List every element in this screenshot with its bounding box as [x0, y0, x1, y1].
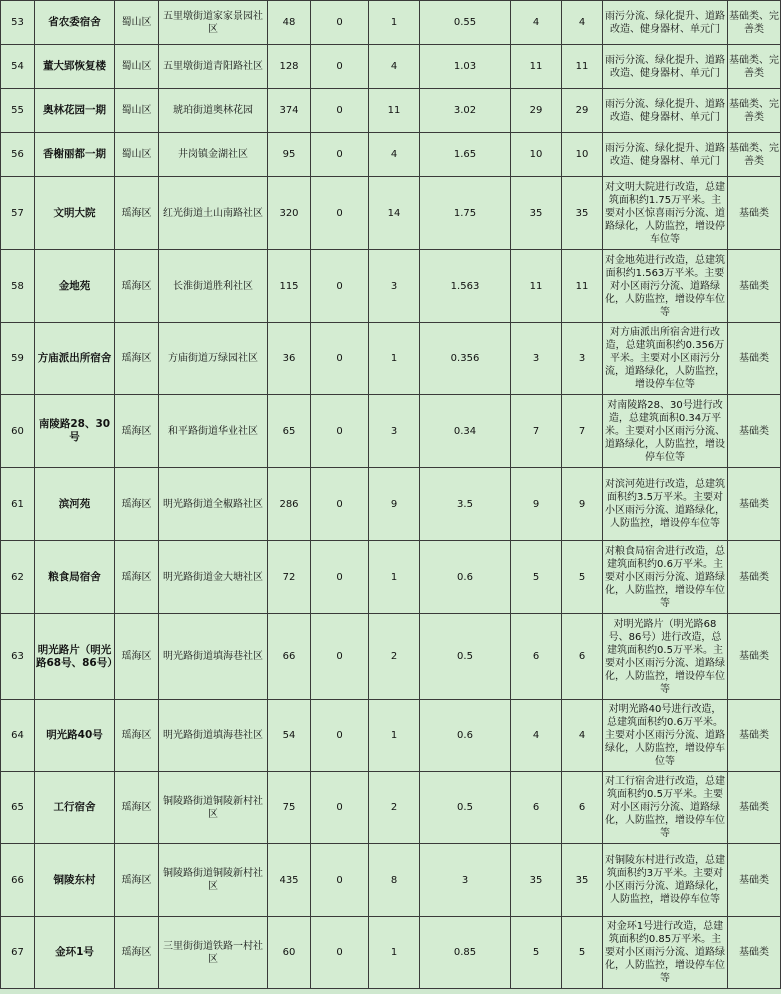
households-cell: 65: [268, 395, 311, 468]
table-row: [1, 177, 781, 250]
count-col-8-cell: 10: [511, 133, 562, 177]
building-area-cell: 0.6: [420, 541, 511, 614]
district-cell: 瑶海区: [115, 700, 159, 772]
row-number-cell: 64: [1, 700, 35, 772]
building-area-cell: 3: [420, 844, 511, 917]
count-col-9-cell: 7: [562, 395, 603, 468]
count-col-6-cell: 4: [369, 45, 420, 89]
count-col-9-cell: 35: [562, 844, 603, 917]
count-col-8-cell: 6: [511, 614, 562, 700]
row-number-cell: 61: [1, 468, 35, 541]
building-area-cell: 0.55: [420, 1, 511, 45]
building-area-cell: 0.34: [420, 395, 511, 468]
count-col-8-cell: 35: [511, 177, 562, 250]
table-row: [1, 395, 781, 468]
community-cell: 五里墩街道青阳路社区: [159, 45, 268, 89]
renovation-type-cell: 基础类: [728, 395, 781, 468]
building-area-cell: 0.85: [420, 917, 511, 989]
households-cell: 75: [268, 772, 311, 844]
count-col-5-cell: 0: [311, 89, 369, 133]
count-col-5-cell: 0: [311, 917, 369, 989]
row-number-cell: 54: [1, 45, 35, 89]
renovation-type-cell: 基础类: [728, 468, 781, 541]
renovation-type-cell: 基础类: [728, 177, 781, 250]
district-cell: 瑶海区: [115, 177, 159, 250]
households-cell: 115: [268, 250, 311, 323]
row-number-cell: 55: [1, 89, 35, 133]
count-col-6-cell: 8: [369, 844, 420, 917]
project-name-cell: 南陵路28、30号: [35, 395, 115, 468]
households-cell: 435: [268, 844, 311, 917]
count-col-6-cell: 4: [369, 133, 420, 177]
renovation-type-cell: 基础类: [728, 614, 781, 700]
district-cell: 蜀山区: [115, 1, 159, 45]
count-col-8-cell: 7: [511, 395, 562, 468]
project-name-cell: 工行宿舍: [35, 772, 115, 844]
count-col-5-cell: 0: [311, 323, 369, 395]
district-cell: 瑶海区: [115, 468, 159, 541]
count-col-8-cell: 5: [511, 917, 562, 989]
project-name-cell: 香榭丽都一期: [35, 133, 115, 177]
building-area-cell: 1.563: [420, 250, 511, 323]
community-cell: 琥珀街道奥林花园: [159, 89, 268, 133]
table-row: [1, 614, 781, 700]
community-cell: 明光路街道金大塘社区: [159, 541, 268, 614]
renovation-content-cell: 对金地苑进行改造，总建筑面积约1.563万平米。主要对小区雨污分流、道路绿化，人防监控，增设停车位等: [603, 250, 728, 323]
households-cell: 36: [268, 323, 311, 395]
table-row: [1, 772, 781, 844]
count-col-9-cell: 6: [562, 772, 603, 844]
district-cell: 瑶海区: [115, 395, 159, 468]
households-cell: 128: [268, 45, 311, 89]
count-col-6-cell: 11: [369, 89, 420, 133]
project-name-cell: 滨河苑: [35, 468, 115, 541]
renovation-content-cell: 对方庙派出所宿舍进行改造，总建筑面积约0.356万平米。主要对小区雨污分流，道路绿化，人防监控，增设停车位等: [603, 323, 728, 395]
row-number-cell: 65: [1, 772, 35, 844]
count-col-8-cell: 35: [511, 844, 562, 917]
count-col-5-cell: 0: [311, 614, 369, 700]
count-col-8-cell: 11: [511, 250, 562, 323]
community-cell: 和平路街道华业社区: [159, 395, 268, 468]
renovation-type-cell: 基础类、完善类: [728, 133, 781, 177]
count-col-5-cell: 0: [311, 45, 369, 89]
community-cell: 明光路街道全椒路社区: [159, 468, 268, 541]
project-name-cell: 省农委宿舍: [35, 1, 115, 45]
count-col-8-cell: 5: [511, 541, 562, 614]
renovation-type-cell: 基础类: [728, 700, 781, 772]
count-col-9-cell: 3: [562, 323, 603, 395]
renovation-content-cell: 雨污分流、绿化提升、道路改造、健身器材、单元门: [603, 133, 728, 177]
table-row: [1, 1, 781, 45]
count-col-5-cell: 0: [311, 700, 369, 772]
households-cell: 66: [268, 614, 311, 700]
count-col-6-cell: 1: [369, 1, 420, 45]
count-col-9-cell: 11: [562, 250, 603, 323]
count-col-6-cell: 1: [369, 323, 420, 395]
table-row: [1, 133, 781, 177]
count-col-8-cell: 4: [511, 700, 562, 772]
row-number-cell: 66: [1, 844, 35, 917]
renovation-type-cell: 基础类: [728, 844, 781, 917]
building-area-cell: 1.65: [420, 133, 511, 177]
count-col-8-cell: 29: [511, 89, 562, 133]
district-cell: 瑶海区: [115, 917, 159, 989]
renovation-type-cell: 基础类、完善类: [728, 1, 781, 45]
project-name-cell: 明光路40号: [35, 700, 115, 772]
district-cell: 瑶海区: [115, 541, 159, 614]
households-cell: 374: [268, 89, 311, 133]
households-cell: 95: [268, 133, 311, 177]
project-name-cell: 明光路片（明光路68号、86号）: [35, 614, 115, 700]
renovation-content-cell: 雨污分流、绿化提升、道路改造、健身器材、单元门: [603, 89, 728, 133]
building-area-cell: 3.02: [420, 89, 511, 133]
count-col-5-cell: 0: [311, 844, 369, 917]
households-cell: 54: [268, 700, 311, 772]
count-col-9-cell: 10: [562, 133, 603, 177]
project-name-cell: 奥林花园一期: [35, 89, 115, 133]
count-col-8-cell: 4: [511, 1, 562, 45]
project-name-cell: 金环1号: [35, 917, 115, 989]
community-cell: 五里墩街道家家景园社区: [159, 1, 268, 45]
count-col-5-cell: 0: [311, 395, 369, 468]
building-area-cell: 0.5: [420, 772, 511, 844]
district-cell: 蜀山区: [115, 45, 159, 89]
community-cell: 三里街街道铁路一村社区: [159, 917, 268, 989]
count-col-6-cell: 2: [369, 614, 420, 700]
building-area-cell: 0.5: [420, 614, 511, 700]
building-area-cell: 1.75: [420, 177, 511, 250]
table-row: [1, 700, 781, 772]
count-col-8-cell: 3: [511, 323, 562, 395]
renovation-content-cell: 对文明大院进行改造，总建筑面积约1.75万平米。主要对小区惊喜雨污分流、道路绿化，人防监控，增设停车位等: [603, 177, 728, 250]
count-col-5-cell: 0: [311, 468, 369, 541]
table-row: [1, 541, 781, 614]
renovation-type-cell: 基础类、完善类: [728, 45, 781, 89]
count-col-5-cell: 0: [311, 177, 369, 250]
row-number-cell: 60: [1, 395, 35, 468]
project-name-cell: 文明大院: [35, 177, 115, 250]
renovation-content-cell: 对明光路40号进行改造，总建筑面积约0.6万平米。主要对小区雨污分流、道路绿化，人防监控，增设停车位等: [603, 700, 728, 772]
district-cell: 瑶海区: [115, 844, 159, 917]
row-number-cell: 57: [1, 177, 35, 250]
renovation-content-cell: 对滨河苑进行改造，总建筑面积约3.5万平米。主要对小区雨污分流、道路绿化，人防监控，增设停车位等: [603, 468, 728, 541]
table-row: [1, 45, 781, 89]
count-col-6-cell: 1: [369, 541, 420, 614]
renovation-content-cell: 对南陵路28、30号进行改造，总建筑面积0.34万平米。主要对小区雨污分流、道路绿化，人防监控，增设停车位等: [603, 395, 728, 468]
count-col-9-cell: 4: [562, 1, 603, 45]
district-cell: 蜀山区: [115, 89, 159, 133]
count-col-5-cell: 0: [311, 541, 369, 614]
count-col-8-cell: 9: [511, 468, 562, 541]
count-col-9-cell: 9: [562, 468, 603, 541]
count-col-8-cell: 11: [511, 45, 562, 89]
count-col-9-cell: 6: [562, 614, 603, 700]
row-number-cell: 53: [1, 1, 35, 45]
community-cell: 长淮街道胜利社区: [159, 250, 268, 323]
renovation-content-cell: 对工行宿舍进行改造，总建筑面积约0.5万平米。主要对小区雨污分流、道路绿化，人防监控，增设停车位等: [603, 772, 728, 844]
community-cell: 方庙街道万绿园社区: [159, 323, 268, 395]
count-col-6-cell: 3: [369, 395, 420, 468]
table-row: [1, 917, 781, 989]
count-col-5-cell: 0: [311, 1, 369, 45]
district-cell: 蜀山区: [115, 133, 159, 177]
district-cell: 瑶海区: [115, 250, 159, 323]
households-cell: 48: [268, 1, 311, 45]
table-row: [1, 468, 781, 541]
community-cell: 明光路街道填海巷社区: [159, 700, 268, 772]
households-cell: 286: [268, 468, 311, 541]
renovation-type-cell: 基础类: [728, 323, 781, 395]
community-cell: 铜陵路街道铜陵新村社区: [159, 844, 268, 917]
table-row: [1, 844, 781, 917]
renovation-type-cell: 基础类: [728, 917, 781, 989]
households-cell: 60: [268, 917, 311, 989]
community-cell: 铜陵路街道铜陵新村社区: [159, 772, 268, 844]
count-col-9-cell: 5: [562, 917, 603, 989]
renovation-content-cell: 对明光路片（明光路68号、86号）进行改造，总建筑面积约0.5万平米。主要对小区雨污分流、道路绿化，人防监控，增设停车位等: [603, 614, 728, 700]
households-cell: 72: [268, 541, 311, 614]
count-col-9-cell: 35: [562, 177, 603, 250]
community-cell: 井岗镇金湖社区: [159, 133, 268, 177]
renovation-content-cell: 对粮食局宿舍进行改造，总建筑面积约0.6万平米。主要对小区雨污分流、道路绿化，人防监控，增设停车位等: [603, 541, 728, 614]
project-name-cell: 金地苑: [35, 250, 115, 323]
renovation-content-cell: 雨污分流、绿化提升、道路改造、健身器材、单元门: [603, 45, 728, 89]
project-name-cell: 粮食局宿舍: [35, 541, 115, 614]
households-cell: 320: [268, 177, 311, 250]
row-number-cell: 59: [1, 323, 35, 395]
count-col-9-cell: 29: [562, 89, 603, 133]
table-row: [1, 89, 781, 133]
project-name-cell: 铜陵东村: [35, 844, 115, 917]
row-number-cell: 58: [1, 250, 35, 323]
count-col-5-cell: 0: [311, 772, 369, 844]
renovation-content-cell: 对金环1号进行改造，总建筑面积约0.85万平米。主要对小区雨污分流、道路绿化，人防监控，增设停车位等: [603, 917, 728, 989]
count-col-6-cell: 9: [369, 468, 420, 541]
building-area-cell: 0.6: [420, 700, 511, 772]
renovation-content-cell: 对铜陵东村进行改造，总建筑面积约3万平米。主要对小区雨污分流、道路绿化，人防监控，增设停车位等: [603, 844, 728, 917]
row-number-cell: 56: [1, 133, 35, 177]
count-col-6-cell: 3: [369, 250, 420, 323]
count-col-6-cell: 14: [369, 177, 420, 250]
renovation-type-cell: 基础类、完善类: [728, 89, 781, 133]
building-area-cell: 1.03: [420, 45, 511, 89]
renovation-type-cell: 基础类: [728, 250, 781, 323]
renovation-content-cell: 雨污分流、绿化提升、道路改造、健身器材、单元门: [603, 1, 728, 45]
count-col-9-cell: 11: [562, 45, 603, 89]
count-col-6-cell: 1: [369, 700, 420, 772]
building-area-cell: 0.356: [420, 323, 511, 395]
community-cell: 明光路街道填海巷社区: [159, 614, 268, 700]
row-number-cell: 67: [1, 917, 35, 989]
row-number-cell: 63: [1, 614, 35, 700]
count-col-9-cell: 4: [562, 700, 603, 772]
table-row: [1, 250, 781, 323]
district-cell: 瑶海区: [115, 323, 159, 395]
project-name-cell: 方庙派出所宿舍: [35, 323, 115, 395]
count-col-9-cell: 5: [562, 541, 603, 614]
count-col-5-cell: 0: [311, 133, 369, 177]
count-col-6-cell: 1: [369, 917, 420, 989]
count-col-8-cell: 6: [511, 772, 562, 844]
district-cell: 瑶海区: [115, 614, 159, 700]
row-number-cell: 62: [1, 541, 35, 614]
table-row: [1, 323, 781, 395]
building-area-cell: 3.5: [420, 468, 511, 541]
district-cell: 瑶海区: [115, 772, 159, 844]
community-cell: 红光街道土山南路社区: [159, 177, 268, 250]
renovation-type-cell: 基础类: [728, 772, 781, 844]
count-col-6-cell: 2: [369, 772, 420, 844]
project-name-cell: 董大郢恢复楼: [35, 45, 115, 89]
renovation-type-cell: 基础类: [728, 541, 781, 614]
count-col-5-cell: 0: [311, 250, 369, 323]
